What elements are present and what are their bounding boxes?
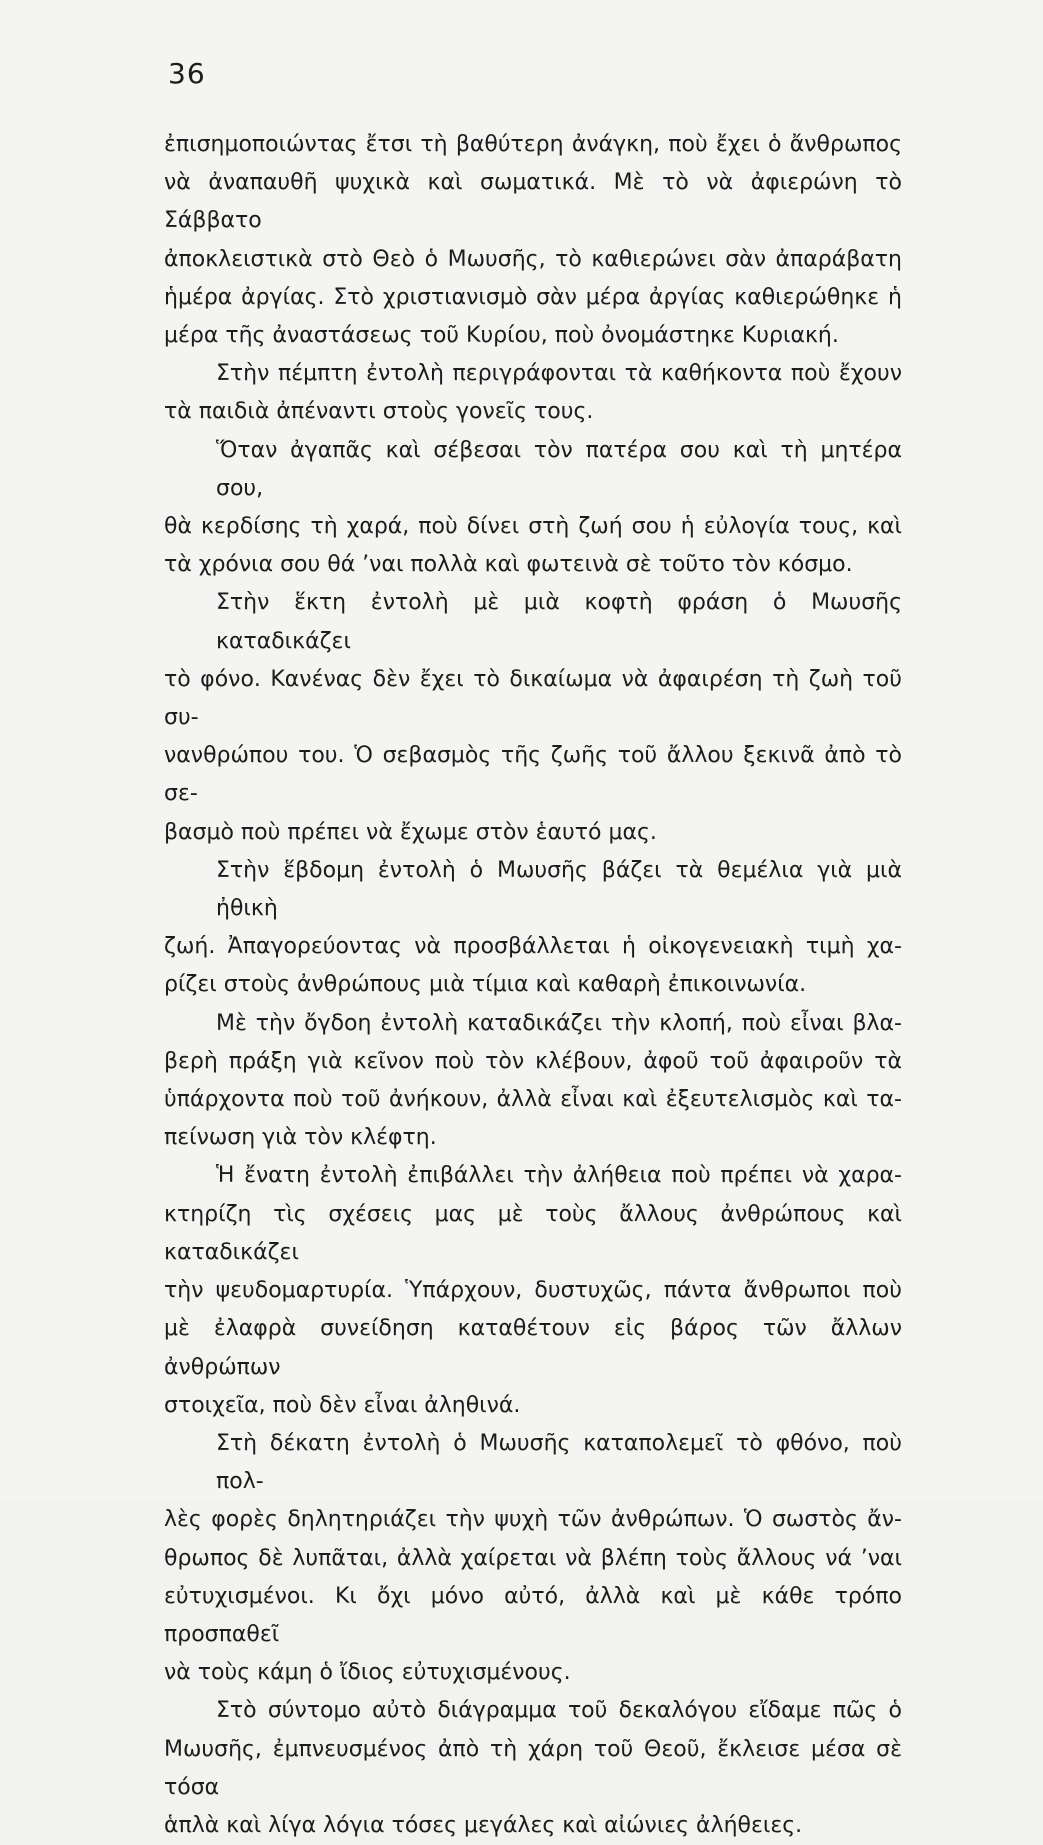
text-line: θὰ κερδίσης τὴ χαρά, ποὺ δίνει στὴ ζωή σου ἡ εὐλογία τους, καὶ bbox=[164, 514, 902, 540]
text-line: Στὴ δέκατη ἐντολὴ ὁ Μωυσῆς καταπολεμεῖ τὸ φθόνο, ποὺ πολ- bbox=[216, 1430, 902, 1495]
text-line: βερὴ πράξη γιὰ κεῖνον ποὺ τὸν κλέβουν, ἀφοῦ τοῦ ἀφαιροῦν τὰ bbox=[164, 1048, 902, 1074]
text-line: εὐτυχισμένοι. Κι ὄχι μόνο αὐτό, ἀλλὰ καὶ μὲ κάθε τρόπο προσπαθεῖ bbox=[164, 1583, 902, 1647]
text-line: Στὴν ἕκτη ἐντολὴ μὲ μιὰ κοφτὴ φράση ὁ Μωυσῆς καταδικάζει bbox=[216, 590, 902, 654]
text-line: Μὲ τὴν ὄγδοη ἐντολὴ καταδικάζει τὴν κλοπή, ποὺ εἶναι βλα- bbox=[216, 1010, 902, 1036]
paragraph bbox=[164, 1005, 902, 1158]
text-line: ἁπλὰ καὶ λίγα λόγια τόσες μεγάλες καὶ αἰώνιες ἀλήθειες. bbox=[164, 1812, 803, 1838]
page-number: 36 bbox=[168, 57, 206, 90]
paragraph bbox=[164, 355, 902, 431]
paragraph bbox=[164, 1425, 902, 1692]
text-line: τὰ παιδιὰ ἀπέναντι στοὺς γονεῖς τους. bbox=[164, 399, 594, 425]
paragraph bbox=[164, 852, 902, 1005]
text-line: Μωυσῆς, ἐμπνευσμένος ἀπὸ τὴ χάρη τοῦ Θεοῦ, ἔκλεισε μέσα σὲ τόσα bbox=[164, 1736, 902, 1800]
text-line: νανθρώπου του. Ὁ σεβασμὸς τῆς ζωῆς τοῦ ἄλλου ξεκινᾶ ἀπὸ τὸ σε- bbox=[164, 743, 902, 807]
text-line: Ὅταν ἀγαπᾶς καὶ σέβεσαι τὸν πατέρα σου καὶ τὴ μητέρα σου, bbox=[216, 437, 902, 501]
text-line: τὸ φόνο. Κανένας δὲν ἔχει τὸ δικαίωμα νὰ ἀφαιρέση τὴ ζωὴ τοῦ συ- bbox=[164, 666, 902, 731]
text-line: ρίζει στοὺς ἀνθρώπους μιὰ τίμια καὶ καθαρὴ ἐπικοινωνία. bbox=[164, 972, 807, 998]
paragraph bbox=[164, 126, 902, 355]
paragraph bbox=[164, 1692, 902, 1845]
text-line: ἀποκλειστικὰ στὸ Θεὸ ὁ Μωυσῆς, τὸ καθιερώνει σὰν ἀπαράβατη bbox=[164, 246, 902, 272]
text-line: ἐπισημοποιώντας ἔτσι τὴ βαθύτερη ἀνάγκη, ποὺ ἔχει ὁ ἄνθρωπος bbox=[164, 132, 902, 157]
text-line: νὰ ἀναπαυθῆ ψυχικὰ καὶ σωματικά. Μὲ τὸ νὰ ἀφιερώνη τὸ Σάββατο bbox=[164, 170, 902, 234]
text-line: ζωή. Ἀπαγορεύοντας νὰ προσβάλλεται ἡ οἰκογενειακὴ τιμὴ χα- bbox=[164, 934, 902, 960]
text-line: Ἡ ἔνατη ἐντολὴ ἐπιβάλλει τὴν ἀλήθεια ποὺ πρέπει νὰ χαρα- bbox=[216, 1163, 902, 1189]
text-line: Στὴν ἕβδομη ἐντολὴ ὁ Μωυσῆς βάζει τὰ θεμέλια γιὰ μιὰ ἠθικὴ bbox=[216, 857, 902, 922]
text-line: ἡμέρα ἀργίας. Στὸ χριστιανισμὸ σὰν μέρα ἀργίας καθιερώθηκε ἡ bbox=[164, 284, 902, 310]
body-text bbox=[164, 126, 902, 1845]
paragraph bbox=[164, 584, 902, 851]
text-line: λὲς φορὲς δηλητηριάζει τὴν ψυχὴ τῶν ἀνθρώπων. Ὁ σωστὸς ἄν- bbox=[164, 1507, 902, 1533]
text-line: Στὴν πέμπτη ἐντολὴ περιγράφονται τὰ καθήκοντα ποὺ ἔχουν bbox=[216, 361, 902, 387]
paragraph bbox=[164, 432, 902, 585]
text-line: μέρα τῆς ἀναστάσεως τοῦ Κυρίου, ποὺ ὀνομάστηκε Κυριακή. bbox=[164, 323, 839, 349]
text-line: στοιχεῖα, ποὺ δὲν εἶναι ἀληθινά. bbox=[164, 1392, 521, 1418]
text-line: κτηρίζη τὶς σχέσεις μας μὲ τοὺς ἄλλους ἀνθρώπους καὶ καταδικάζει bbox=[164, 1201, 902, 1265]
text-line: βασμὸ ποὺ πρέπει νὰ ἔχωμε στὸν ἑαυτό μας. bbox=[164, 819, 657, 845]
text-line: πείνωση γιὰ τὸν κλέφτη. bbox=[164, 1125, 437, 1151]
text-line: Στὸ σύντομο αὐτὸ διάγραμμα τοῦ δεκαλόγου εἴδαμε πῶς ὁ bbox=[216, 1698, 902, 1724]
text-line: τὰ χρόνια σου θά ’ναι πολλὰ καὶ φωτεινὰ σὲ τοῦτο τὸν κόσμο. bbox=[164, 552, 853, 578]
text-line: μὲ ἐλαφρὰ συνείδηση καταθέτουν εἰς βάρος τῶν ἄλλων ἀνθρώπων bbox=[164, 1316, 902, 1380]
paragraph bbox=[164, 1157, 902, 1424]
text-line: ὑπάρχοντα ποὺ τοῦ ἀνήκουν, ἀλλὰ εἶναι καὶ ἐξευτελισμὸς καὶ τα- bbox=[164, 1087, 902, 1113]
text-line: νὰ τοὺς κάμη ὁ ἴδιος εὐτυχισμένους. bbox=[164, 1660, 571, 1686]
text-line: θρωπος δὲ λυπᾶται, ἀλλὰ χαίρεται νὰ βλέπη τοὺς ἄλλους νά ’ναι bbox=[164, 1545, 902, 1571]
text-line: τὴν ψευδομαρτυρία. Ὑπάρχουν, δυστυχῶς, πάντα ἄνθρωποι ποὺ bbox=[164, 1278, 902, 1304]
